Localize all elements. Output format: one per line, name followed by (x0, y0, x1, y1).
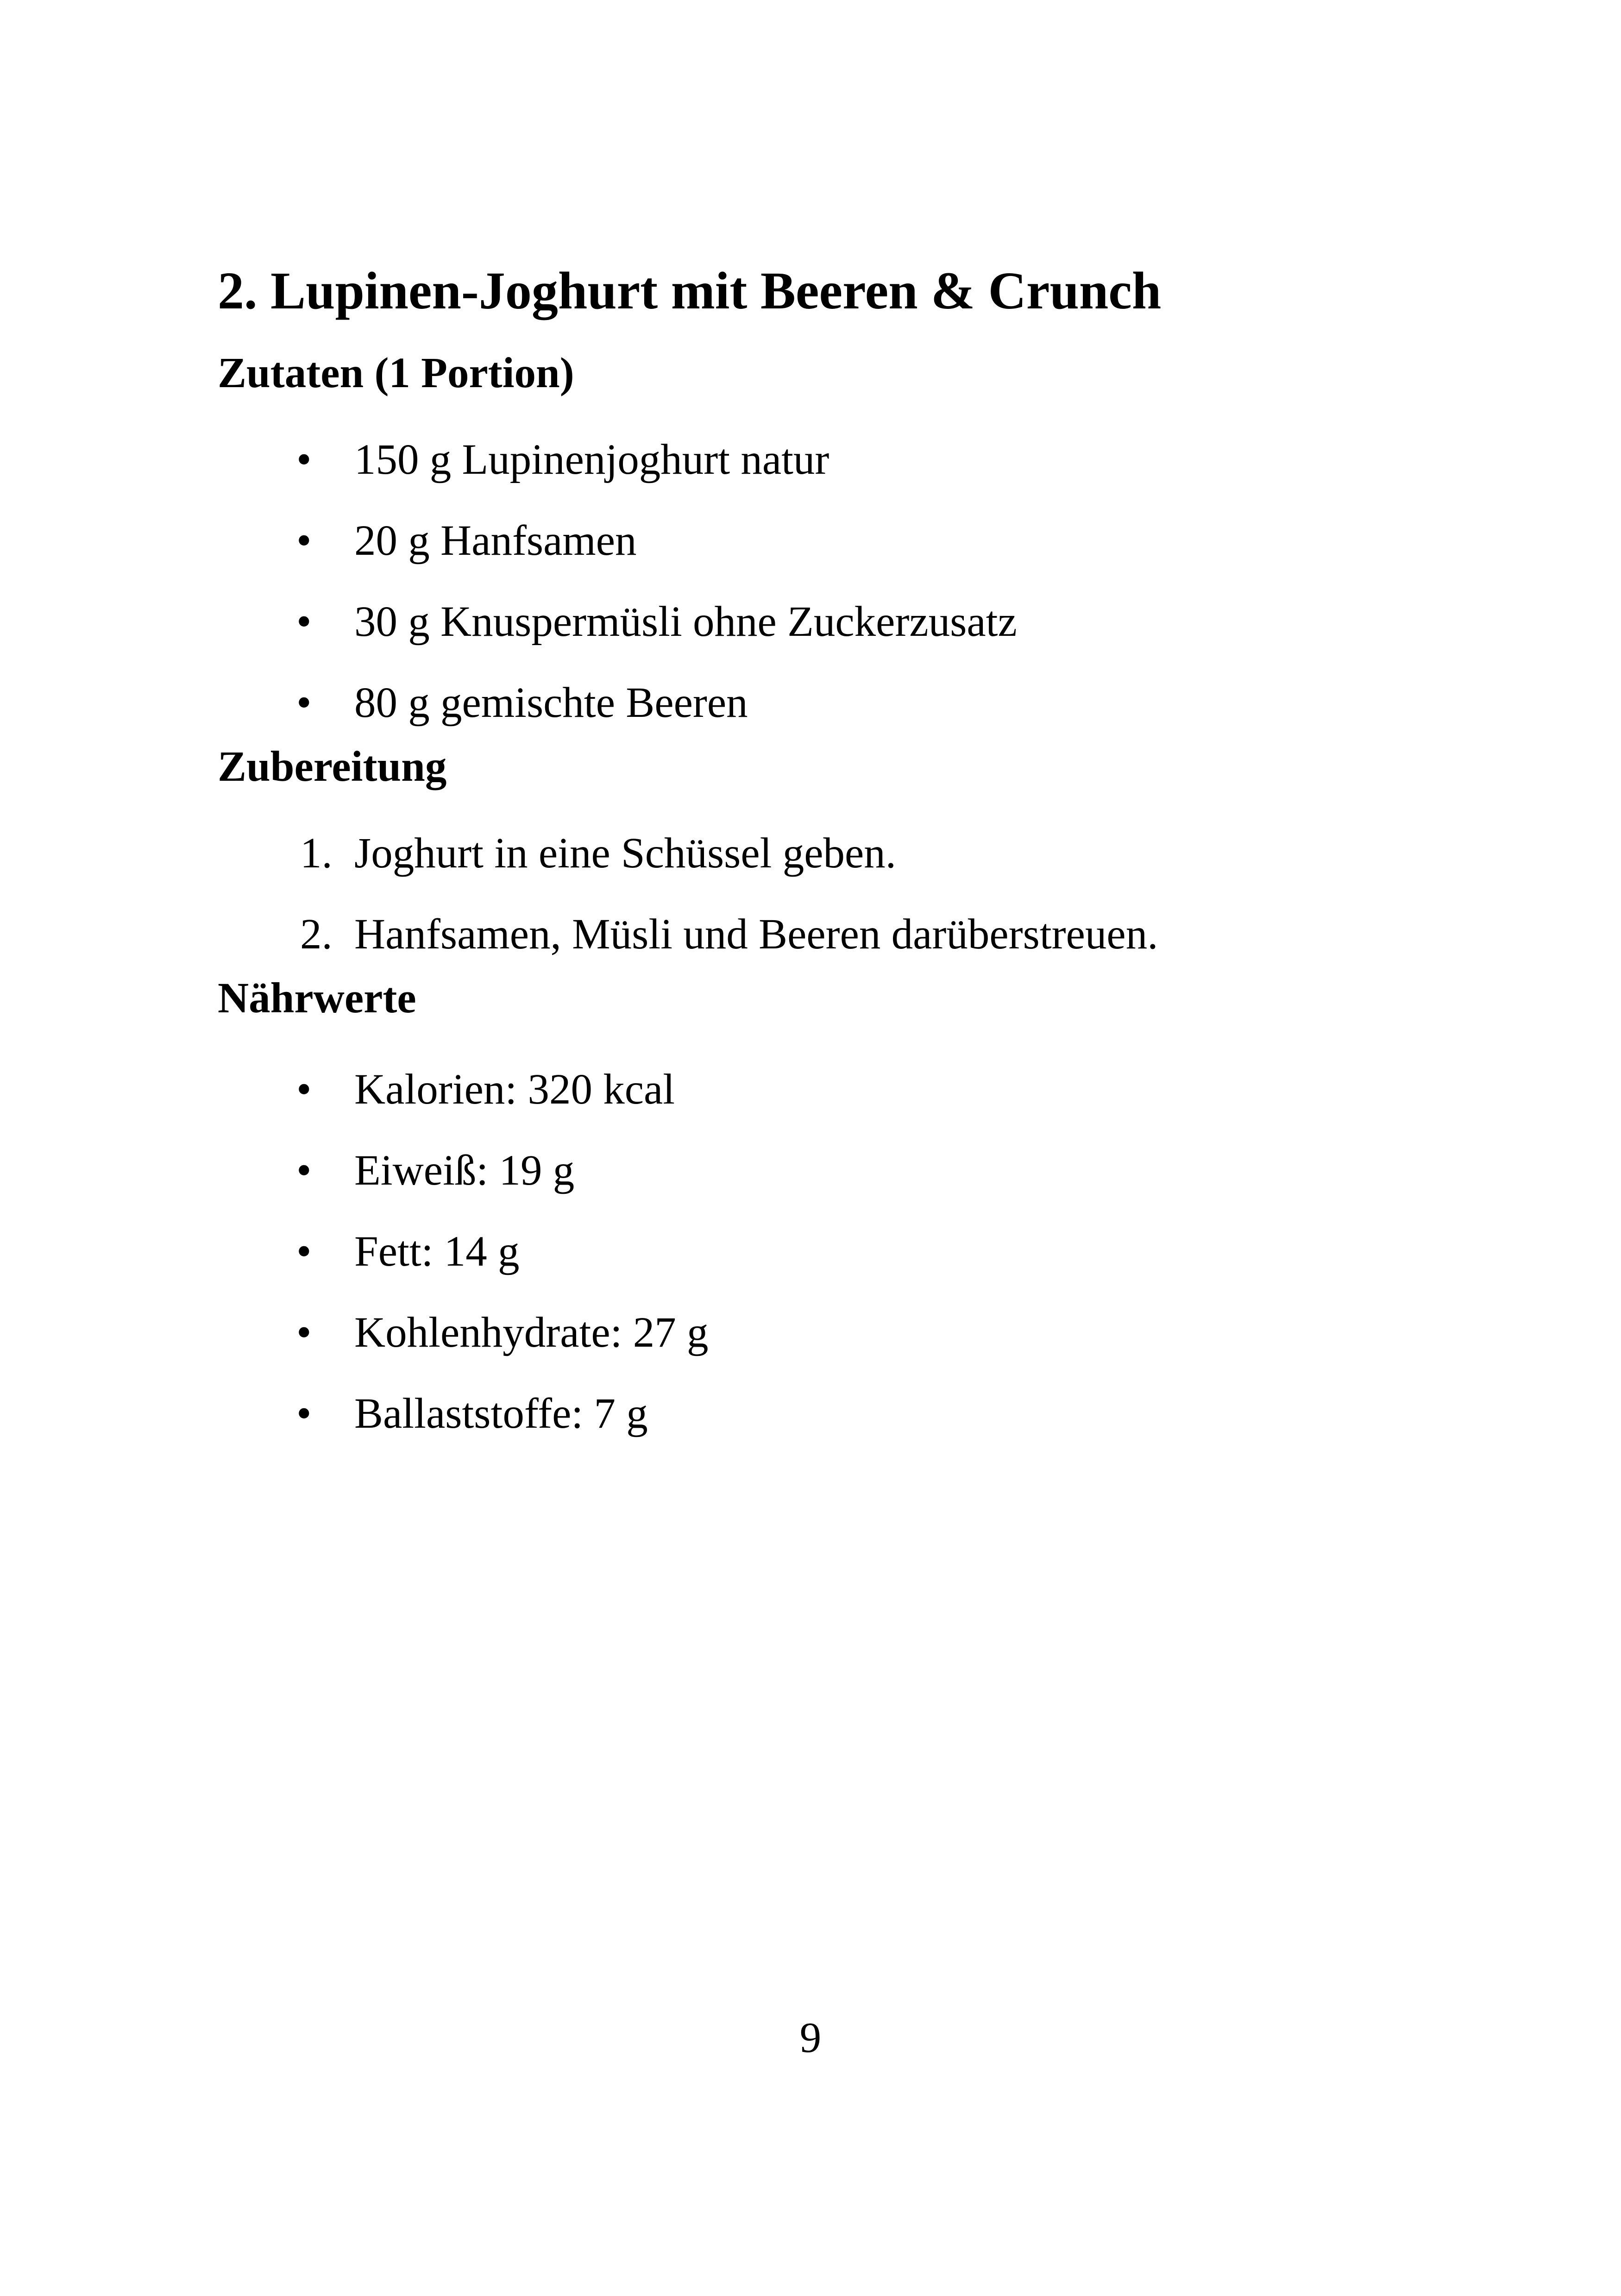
bullet-icon: • (296, 436, 312, 483)
bullet-icon: • (296, 1066, 312, 1113)
nutrition-text: Kalorien: 320 kcal (354, 1066, 675, 1113)
nutrition-heading: Nährwerte (218, 974, 416, 1022)
recipe-title: 2. Lupinen-Joghurt mit Beeren & Crunch (218, 261, 1162, 320)
step-text: Joghurt in eine Schüssel geben. (354, 829, 897, 877)
bullet-icon: • (296, 1309, 312, 1356)
bullet-icon: • (296, 1228, 312, 1275)
step-text: Hanfsamen, Müsli und Beeren darüberstreuen. (354, 910, 1158, 958)
nutrition-text: Ballaststoffe: 7 g (354, 1390, 648, 1437)
ingredients-heading: Zutaten (1 Portion) (218, 349, 574, 397)
ingredient-text: 20 g Hanfsamen (354, 517, 637, 565)
ingredient-text: 30 g Knuspermüsli ohne Zuckerzusatz (354, 598, 1017, 646)
bullet-icon: • (296, 517, 312, 565)
ingredient-text: 80 g gemischte Beeren (354, 679, 748, 727)
bullet-icon: • (296, 598, 312, 646)
nutrition-text: Fett: 14 g (354, 1228, 520, 1275)
preparation-heading: Zubereitung (218, 743, 447, 790)
page-number: 9 (799, 2014, 822, 2062)
nutrition-text: Eiweiß: 19 g (354, 1147, 575, 1194)
step-number: 1. (300, 829, 333, 877)
bullet-icon: • (296, 1390, 312, 1437)
nutrition-text: Kohlenhydrate: 27 g (354, 1309, 709, 1356)
ingredient-text: 150 g Lupinenjoghurt natur (354, 436, 829, 483)
bullet-icon: • (296, 679, 312, 727)
step-number: 2. (300, 910, 333, 958)
bullet-icon: • (296, 1147, 312, 1194)
